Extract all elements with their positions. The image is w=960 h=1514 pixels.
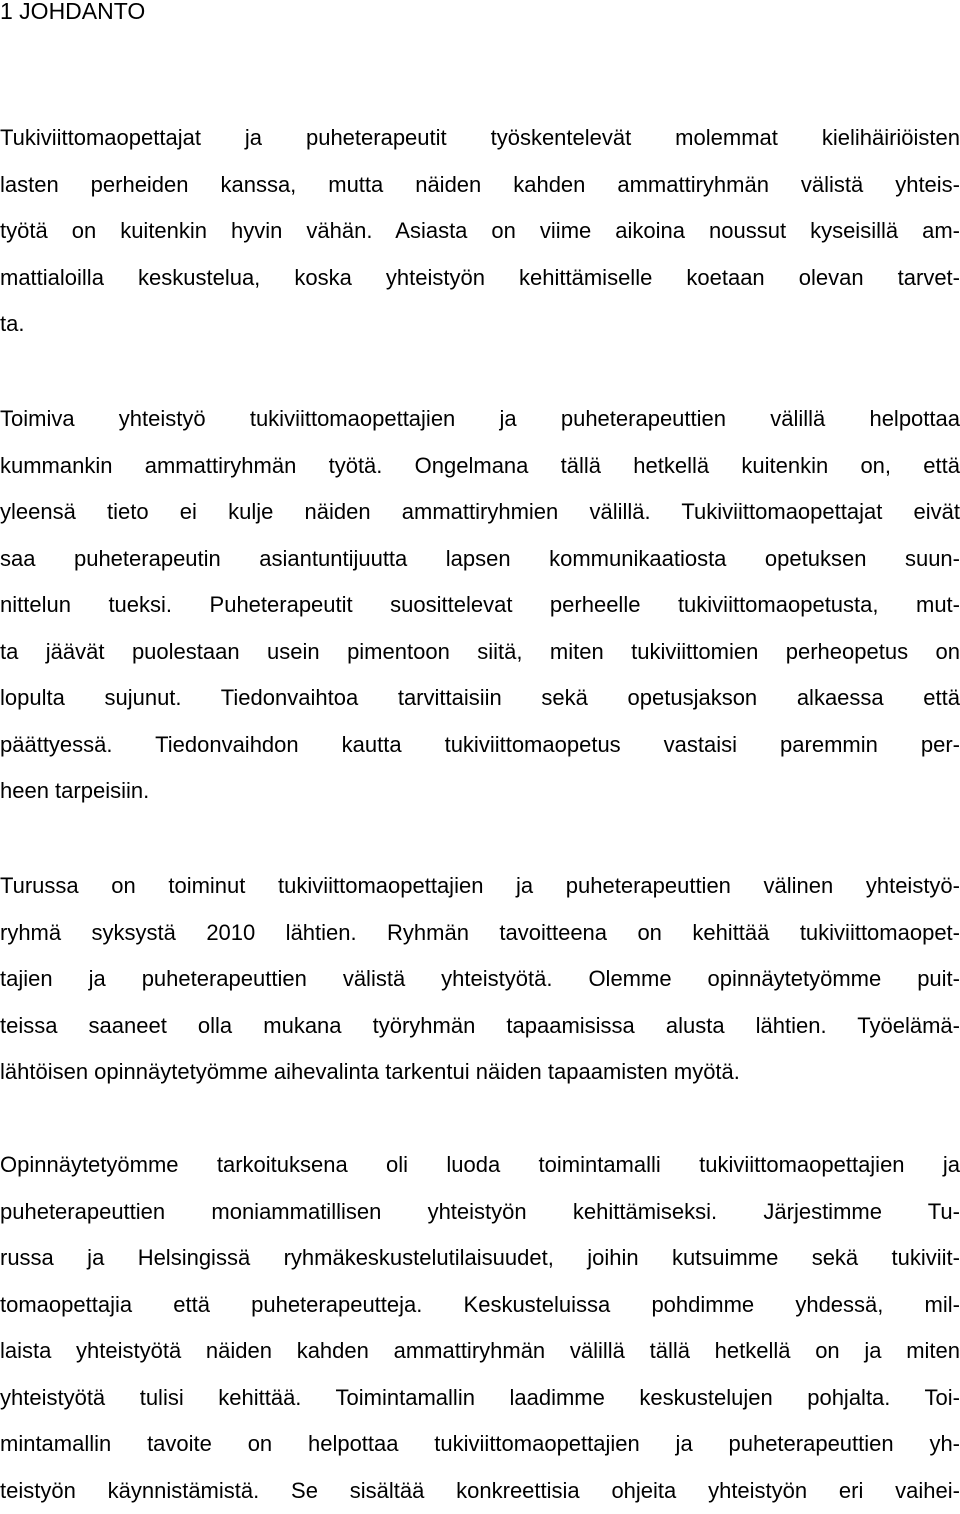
text-line: Turussa on toiminut tukiviittomaopettajien ja puheterapeuttien välinen yhteistyö- bbox=[0, 863, 960, 910]
text-line: tomaopettajia että puheterapeutteja. Keskusteluissa pohdimme yhdessä, mil- bbox=[0, 1282, 960, 1329]
text-line: puheterapeuttien moniammatillisen yhteistyön kehittämiseksi. Järjestimme Tu- bbox=[0, 1189, 960, 1236]
text-line: mattialoilla keskustelua, koska yhteistyön kehittämiselle koetaan olevan tarvet- bbox=[0, 255, 960, 302]
text-line: saa puheterapeutin asiantuntijuutta lapsen kommunikaatiosta opetuksen suun- bbox=[0, 536, 960, 583]
text-line: teissa saaneet olla mukana työryhmän tapaamisissa alusta lähtien. Työelämä- bbox=[0, 1003, 960, 1050]
paragraph-3 bbox=[0, 863, 960, 1096]
text-line: Tukiviittomaopettajat ja puheterapeutit työskentelevät molemmat kielihäiriöisten bbox=[0, 115, 960, 162]
text-line: nittelun tueksi. Puheterapeutit suosittelevat perheelle tukiviittomaopetusta, mut- bbox=[0, 582, 960, 629]
text-line: lähtöisen opinnäytetyömme aihevalinta tarkentui näiden tapaamisten myötä. bbox=[0, 1049, 960, 1096]
text-line: ryhmä syksystä 2010 lähtien. Ryhmän tavoitteena on kehittää tukiviittomaopet- bbox=[0, 910, 960, 957]
text-line: yhteistyötä tulisi kehittää. Toimintamallin laadimme keskustelujen pohjalta. Toi- bbox=[0, 1375, 960, 1422]
text-line: yleensä tieto ei kulje näiden ammattiryhmien välillä. Tukiviittomaopettajat eivät bbox=[0, 489, 960, 536]
text-line: ta. bbox=[0, 301, 960, 348]
text-line: Opinnäytetyömme tarkoituksena oli luoda toimintamalli tukiviittomaopettajien ja bbox=[0, 1142, 960, 1189]
text-line: työtä on kuitenkin hyvin vähän. Asiasta on viime aikoina noussut kyseisillä am- bbox=[0, 208, 960, 255]
text-line: kummankin ammattiryhmän työtä. Ongelmana tällä hetkellä kuitenkin on, että bbox=[0, 443, 960, 490]
text-line: päättyessä. Tiedonvaihdon kautta tukiviittomaopetus vastaisi paremmin per- bbox=[0, 722, 960, 769]
text-line: mintamallin tavoite on helpottaa tukiviittomaopettajien ja puheterapeuttien yh- bbox=[0, 1421, 960, 1468]
text-line: Toimiva yhteistyö tukiviittomaopettajien ja puheterapeuttien välillä helpottaa bbox=[0, 396, 960, 443]
paragraph-4 bbox=[0, 1142, 960, 1514]
text-line: laista yhteistyötä näiden kahden ammattiryhmän välillä tällä hetkellä on ja miten bbox=[0, 1328, 960, 1375]
text-line: russa ja Helsingissä ryhmäkeskustelutilaisuudet, joihin kutsuimme sekä tukiviit- bbox=[0, 1235, 960, 1282]
text-line: lasten perheiden kanssa, mutta näiden kahden ammattiryhmän välistä yhteis- bbox=[0, 162, 960, 209]
text-line: ta jäävät puolestaan usein pimentoon siitä, miten tukiviittomien perheopetus on bbox=[0, 629, 960, 676]
text-line: lopulta sujunut. Tiedonvaihtoa tarvittaisiin sekä opetusjakson alkaessa että bbox=[0, 675, 960, 722]
paragraph-1 bbox=[0, 115, 960, 348]
text-line: teistyön käynnistämistä. Se sisältää konkreettisia ohjeita yhteistyön eri vaihei- bbox=[0, 1468, 960, 1514]
paragraph-2 bbox=[0, 396, 960, 815]
text-line: heen tarpeisiin. bbox=[0, 768, 960, 815]
text-line: tajien ja puheterapeuttien välistä yhteistyötä. Olemme opinnäytetyömme puit- bbox=[0, 956, 960, 1003]
chapter-heading: 1 JOHDANTO bbox=[0, 0, 145, 26]
